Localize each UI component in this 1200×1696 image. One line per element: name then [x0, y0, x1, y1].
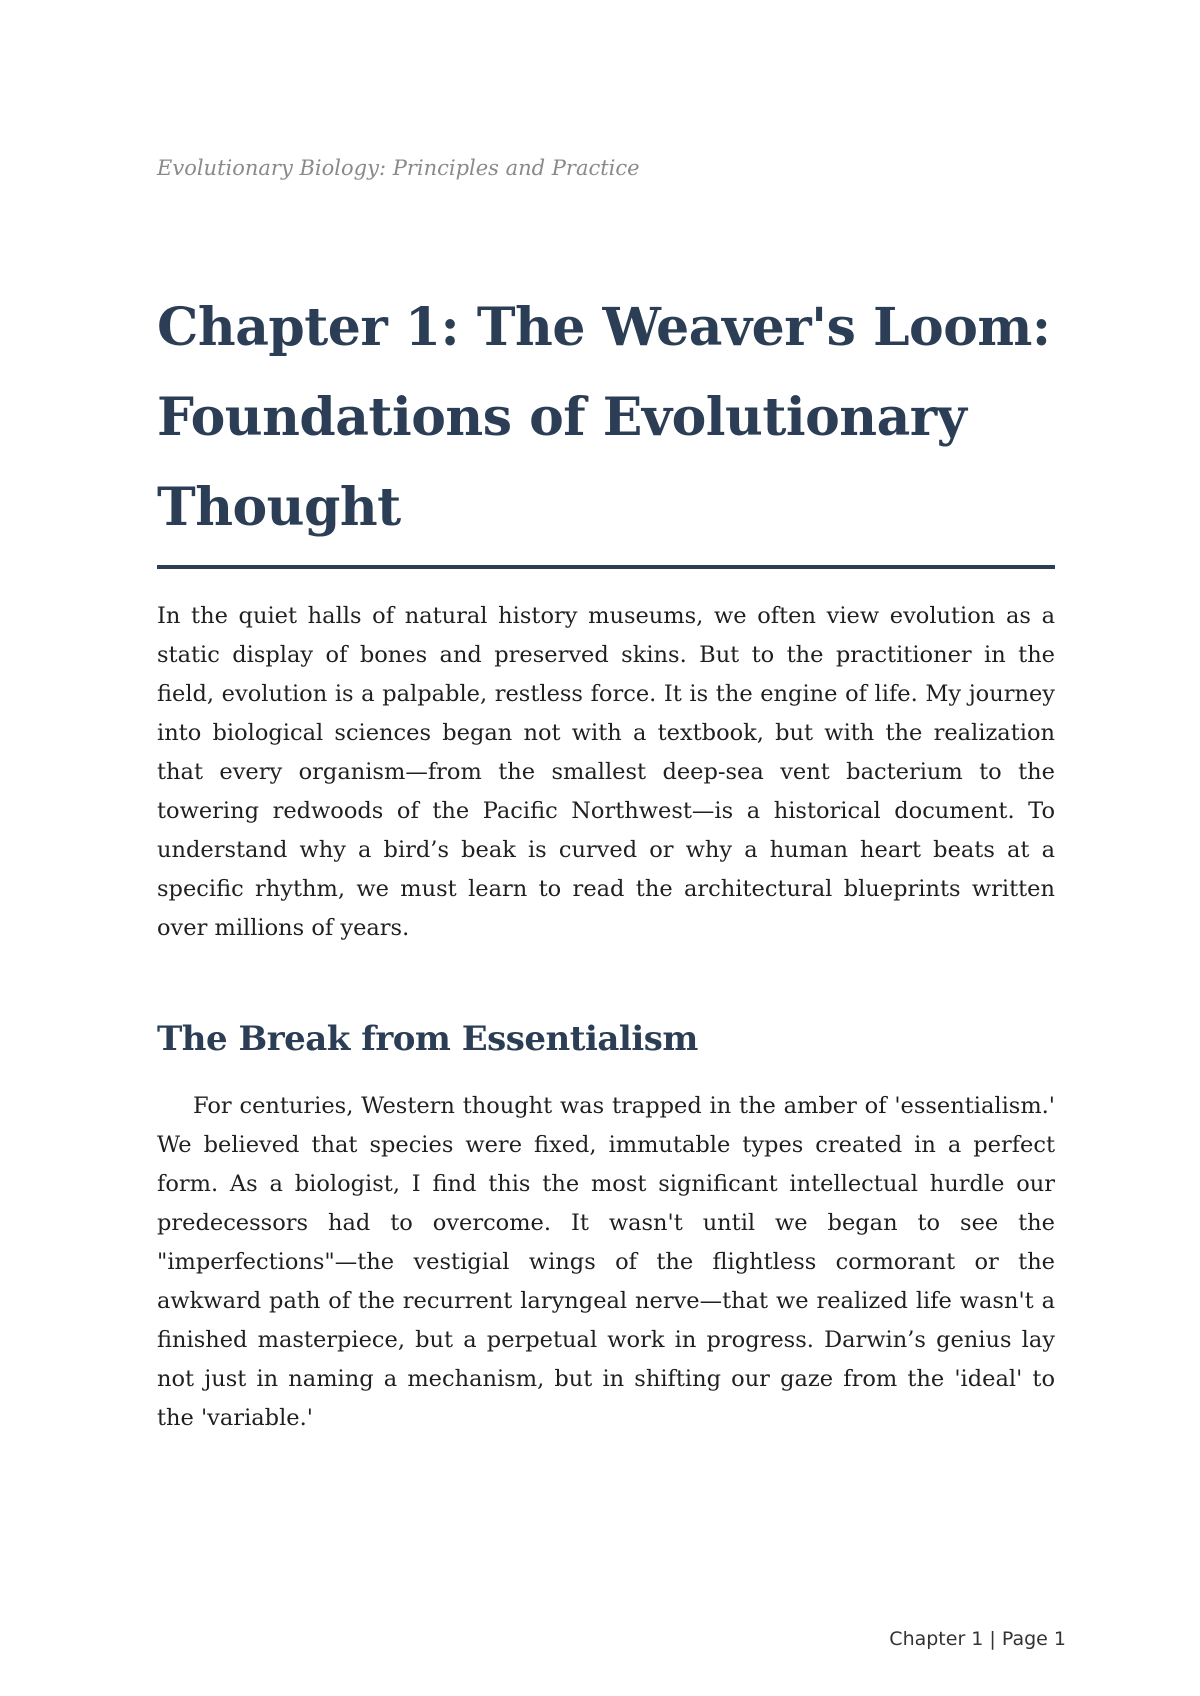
section-heading: The Break from Essentialism [157, 1019, 698, 1059]
section-paragraph: For centuries, Western thought was trapped in the amber of 'essentialism.' We believed that species were fixed, immutable types created in a perfect form. As a biologist, I find this the most significant intellectual hurdle our predecessors had to overcome. It wasn't until we began to see the "imperfections"—the vestigial wings of the flightless cormorant or the awkward path of the recurrent laryngeal nerve—that we realized life wasn't a finished masterpiece, but a perpetual work in progress. Darwin’s genius lay not just in naming a mechanism, but in shifting our gaze from the 'ideal' to the 'variable.' [157, 1093, 1055, 1431]
intro-paragraph: In the quiet halls of natural history museums, we often view evolution as a static display of bones and preserved skins. But to the practitioner in the field, evolution is a palpable, restless force. It is the engine of life. My journey into biological sciences began not with a textbook, but with the realization that every organism—from the smallest deep-sea vent bacterium to the towering redwoods of the Pacific Northwest—is a historical document. To understand why a bird’s beak is curved or why a human heart beats at a specific rhythm, we must learn to read the architectural blueprints written over millions of years. [157, 603, 1055, 941]
page-footer: Chapter 1 | Page 1 [889, 1628, 1066, 1650]
title-divider [157, 565, 1055, 569]
chapter-title: Chapter 1: The Weaver's Loom: Foundations of Evolutionary Thought [157, 297, 1051, 538]
running-header: Evolutionary Biology: Principles and Practice [157, 156, 640, 180]
